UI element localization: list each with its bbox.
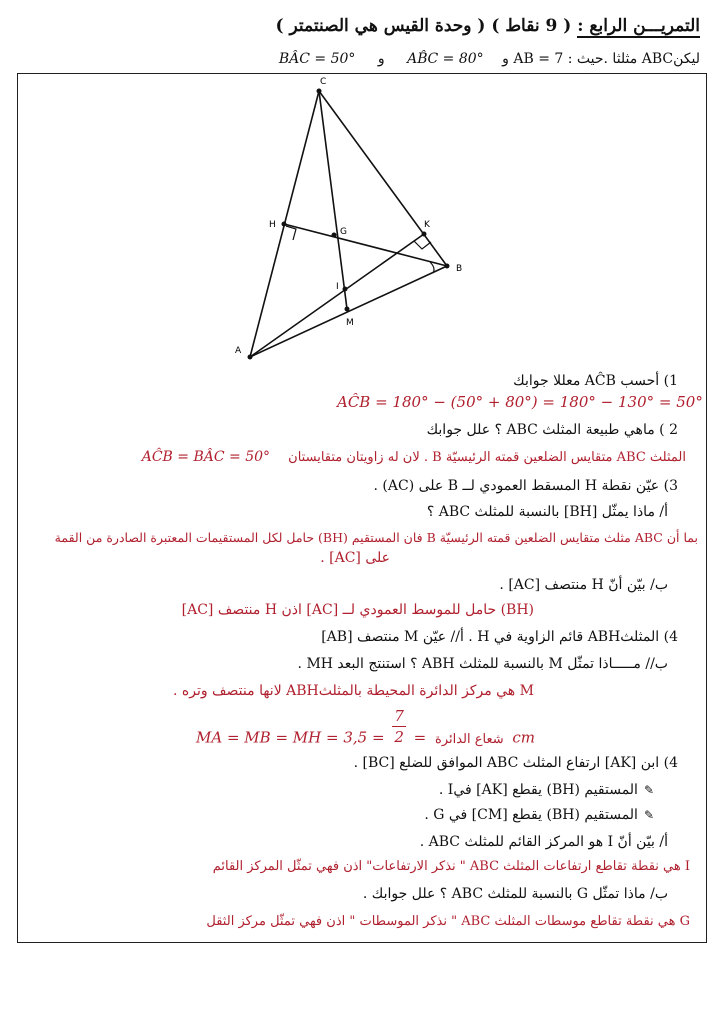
formula-mid: شعاع الدائرة [435, 731, 504, 747]
label-i: I [336, 282, 339, 292]
point-i [343, 287, 348, 292]
formula-eq: = [413, 728, 427, 747]
given-connector: و [377, 51, 385, 67]
q2-answer-math: AĈB = BÂC = 50° [141, 449, 271, 465]
given-angle-a: BÂC = 50° [278, 51, 356, 67]
q3a-answer-1: بما أن ABC مثلث متقايس الضلعين قمته الرئيسيّة B فان المستقيم (BH) حامل لكل المستقيمات المعتبرة الصادرة من القمة [54, 530, 698, 545]
q2-answer-text: المثلث ABC متقايس الضلعين قمته الرئيسيّة B . لان له زاويتان متقايستان [288, 450, 686, 465]
given-text: ليكنABC مثلثا .حيث : AB = 7 و [502, 51, 700, 67]
title-exercise: التمريـــن الرابع : [577, 16, 700, 36]
point-m [345, 307, 350, 312]
angle-arc-b [430, 262, 434, 273]
frac-num: 7 [394, 707, 404, 725]
q3-prompt: 3) عيّن نقطة H المسقط العمودي لــ B على (AC) . [373, 478, 678, 494]
label-g: G [340, 227, 347, 237]
q3a-prompt: أ/ ماذا يمثّل [BH] بالنسبة للمثلث ABC ؟ [426, 504, 668, 520]
label-b: B [456, 264, 463, 274]
q5-bullet-1-text: المستقيم (BH) يقطع [AK] فيI . [438, 782, 638, 798]
point-b [445, 264, 450, 269]
q3b-prompt: ب/ بيّن أنّ H منتصف [AC] . [499, 577, 668, 593]
point-g [332, 233, 337, 238]
q4b-answer: M هي مركز الدائرة المحيطة بالمثلثABH لانها منتصف وتره . [172, 683, 534, 699]
given-angle-b: AB̂C = 80° [407, 51, 484, 67]
segment-ak [250, 234, 424, 357]
q4-formula [196, 707, 536, 759]
q5-bullet-2 [424, 806, 654, 824]
q2-answer [142, 448, 686, 467]
q5b-prompt: ب/ ماذا تمثّل G بالنسبة للمثلث ABC ؟ علل جوابك . [362, 886, 668, 902]
point-c [317, 89, 322, 94]
q5a-answer: I هي نقطة تقاطع ارتفاعات المثلث ABC " نذكر الارتفاعات" اذن فهي تمثّل المركز القائم [212, 859, 690, 874]
point-h [282, 222, 287, 227]
right-angle-h [286, 226, 296, 240]
frac-den: 2 [394, 728, 404, 746]
segment-ab [250, 266, 447, 357]
title-unit: ( وحدة القيس هي الصنتمتر ) [275, 16, 486, 36]
title-points: ( 9 نقاط ) [491, 16, 572, 36]
label-h: H [269, 220, 276, 230]
q1-prompt: 1) أحسب AĈB معللا جوابك [513, 373, 678, 389]
point-a [248, 355, 253, 360]
label-c: C [320, 77, 327, 87]
q3b-answer: (BH) حامل للموسط العمودي لــ [AC] اذن H منتصف [AC] [181, 602, 534, 618]
q2-prompt: 2 ) ماهي طبيعة المثلث ABC ؟ علل جوابك [426, 422, 678, 438]
q5-prompt: 4) ابن [AK] ارتفاع المثلث ABC الموافق للضلع [BC] . [353, 755, 678, 771]
right-angle-k [414, 241, 431, 249]
q5-bullet-1 [439, 781, 654, 799]
formula-right: = 3,5 cm [343, 728, 536, 747]
label-m: M [346, 318, 354, 328]
q4-prompt: 4) المثلثABH قائم الزاوية في H . أ// عيّن M منتصف [AB] [321, 629, 678, 645]
q1-answer: AĈB = 180° − (50° + 80°) = 180° − 130° = 50° [337, 393, 703, 411]
label-k: K [424, 220, 430, 230]
label-a: A [235, 346, 242, 356]
q5b-answer: G هي نقطة تقاطع موسطات المثلث ABC " نذكر الموسطات " اذن فهي تمثّل مركز الثقل [206, 914, 690, 929]
pencil-icon: ✎ [643, 808, 654, 822]
point-k [422, 232, 427, 237]
pencil-icon: ✎ [643, 783, 654, 797]
q5a-prompt: أ/ بيّن أنّ I هو المركز القائم للمثلث ABC . [419, 834, 668, 850]
q4b-prompt: ب// مـــــاذا تمثّل M بالنسبة للمثلث ABH ؟ استنتج البعد MH . [297, 656, 668, 672]
segment-bh [284, 224, 447, 266]
formula-fraction [392, 706, 406, 747]
q5-bullet-2-text: المستقيم (BH) يقطع [CM] في G . [424, 807, 638, 823]
formula-left: MA = MB = MH = [196, 728, 339, 747]
q3a-answer-2: على [AC] . [320, 550, 390, 566]
